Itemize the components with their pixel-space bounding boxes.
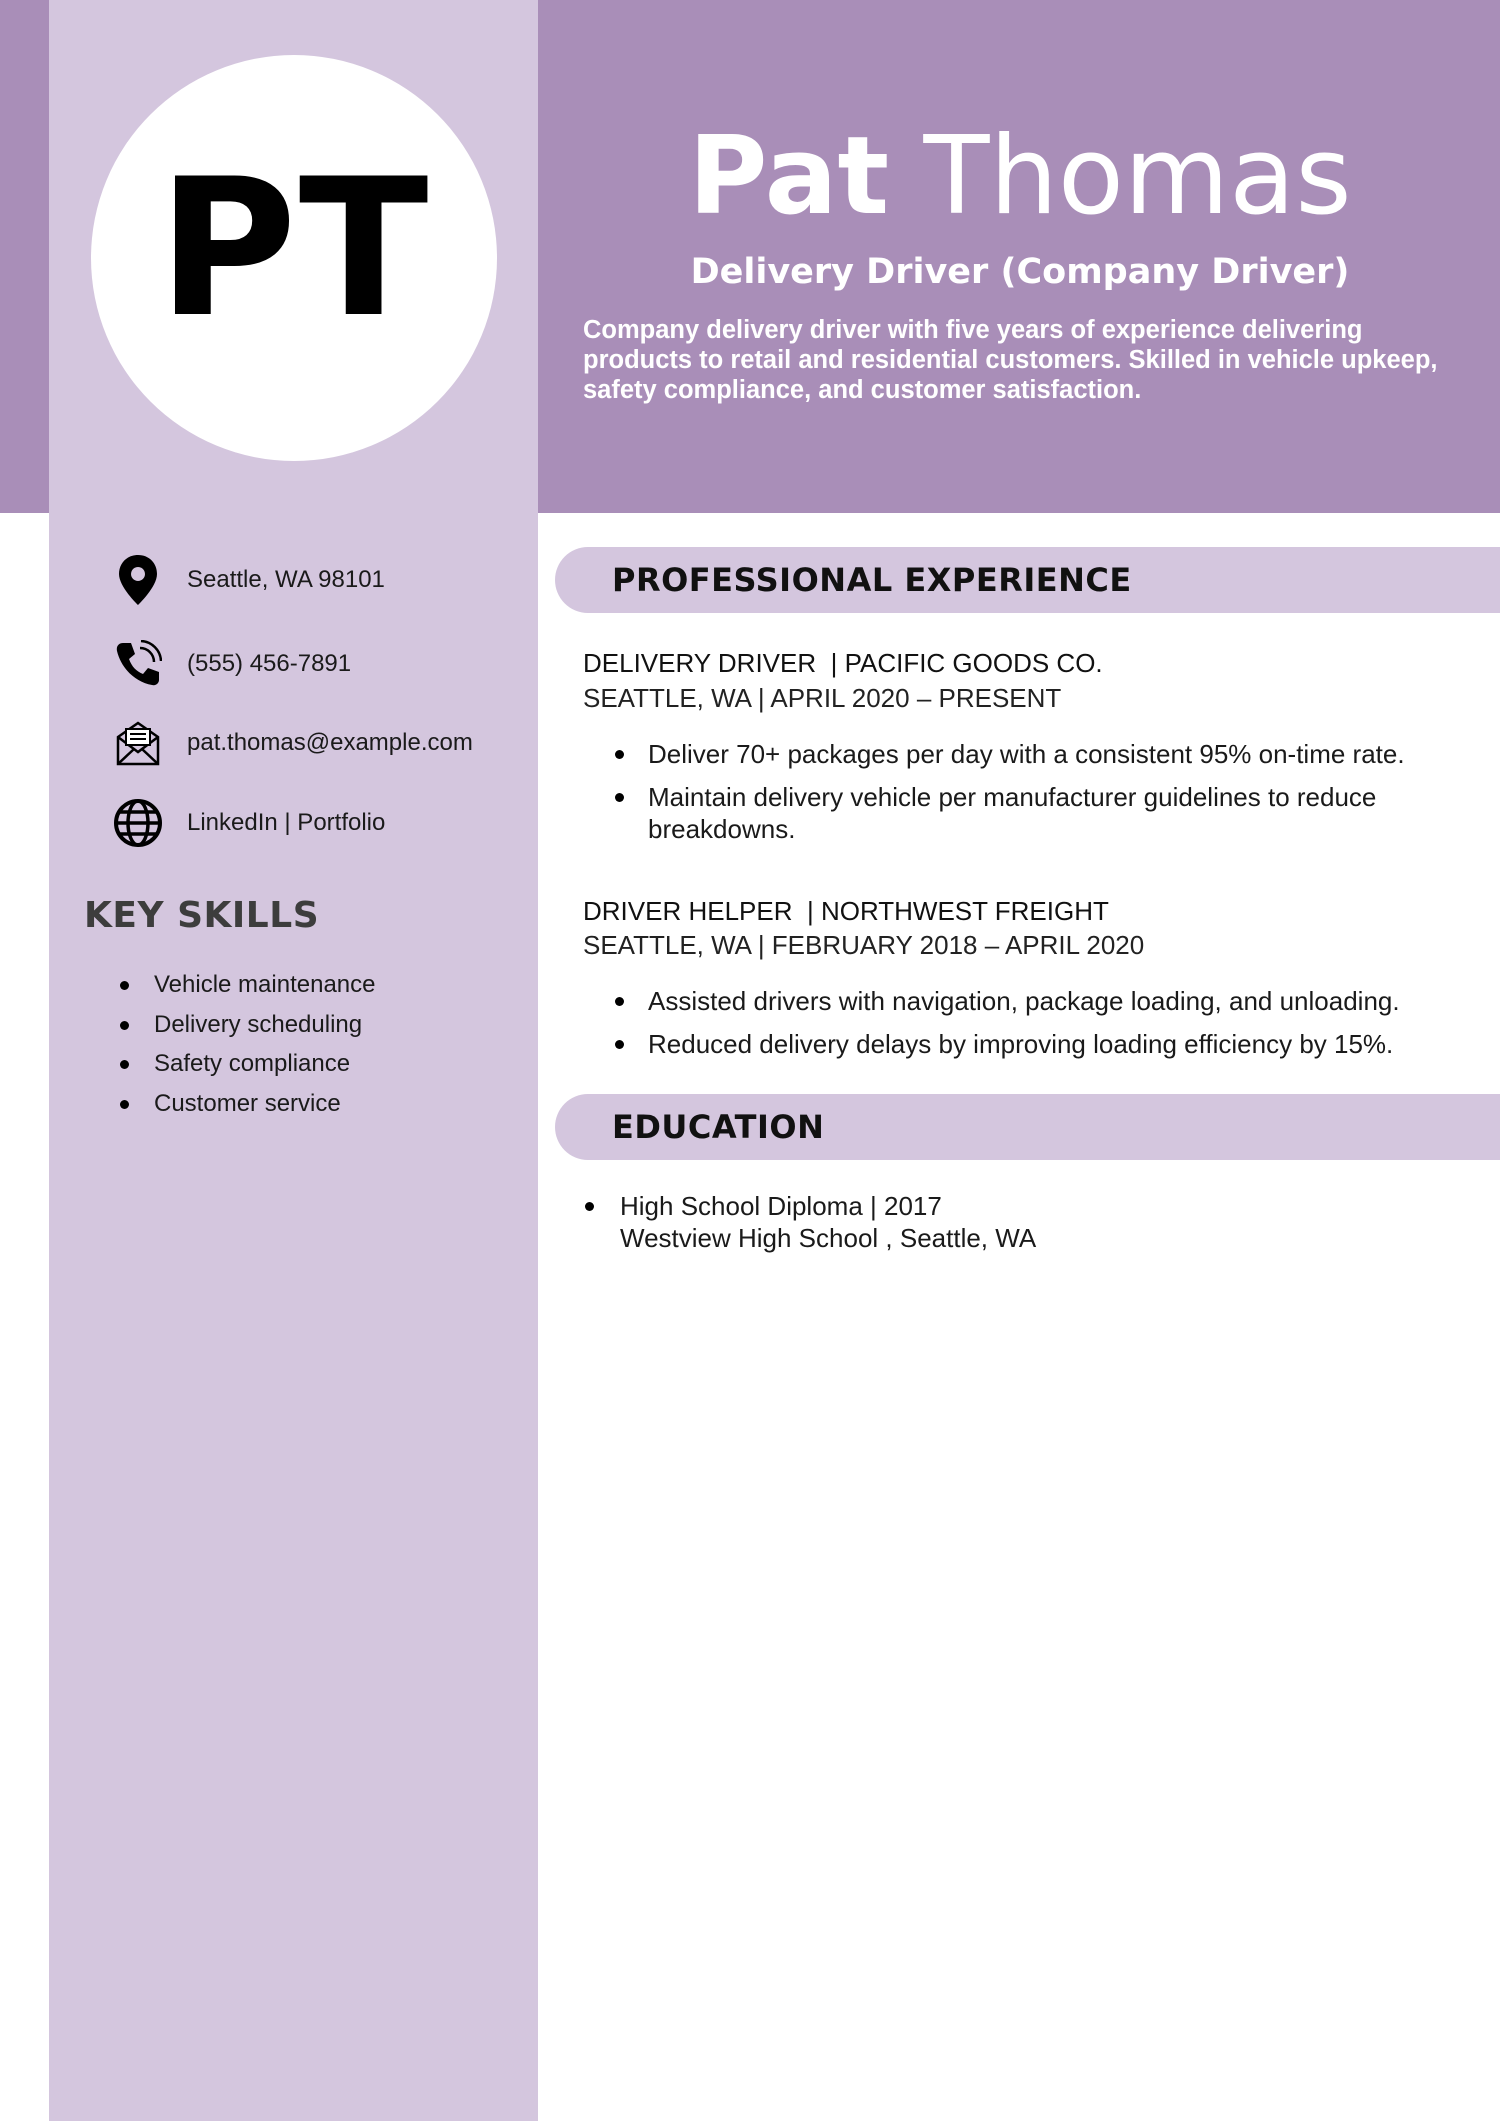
location-text: Seattle, WA 98101: [187, 566, 385, 593]
experience-heading: PROFESSIONAL EXPERIENCE: [612, 561, 1132, 599]
job-title-line: DRIVER HELPER | NORTHWEST FREIGHT: [583, 896, 1109, 926]
skills-list: [120, 970, 375, 1128]
contact-links: [112, 797, 532, 849]
skill-item: Delivery scheduling: [120, 1010, 375, 1050]
candidate-name: [540, 114, 1500, 239]
job-company: PACIFIC GOODS CO.: [844, 648, 1103, 678]
skill-item: Customer service: [120, 1089, 375, 1129]
education-degree: High School Diploma | 2017: [620, 1191, 942, 1221]
job-bullet: Deliver 70+ packages per day with a consistent 95% on-time rate.: [613, 738, 1473, 770]
job-meta: SEATTLE, WA | FEBRUARY 2018 – APRIL 2020: [583, 930, 1145, 960]
envelope-icon: [112, 717, 164, 769]
phone-text: (555) 456-7891: [187, 650, 352, 677]
globe-icon: [112, 797, 164, 849]
contact-phone: [112, 638, 532, 690]
location-pin-icon: [112, 554, 164, 606]
links-text: LinkedIn | Portfolio: [187, 809, 386, 836]
monogram-circle: [91, 55, 497, 461]
contact-email: [112, 717, 532, 769]
email-text: pat.thomas@example.com: [187, 729, 473, 756]
skill-item: Vehicle maintenance: [120, 970, 375, 1010]
job-company: NORTHWEST FREIGHT: [820, 896, 1109, 926]
skills-heading: KEY SKILLS: [84, 895, 320, 936]
monogram: PT: [157, 138, 431, 359]
skill-item: Safety compliance: [120, 1049, 375, 1089]
job-title-line: DELIVERY DRIVER | PACIFIC GOODS CO.: [583, 648, 1103, 678]
job-meta: SEATTLE, WA | APRIL 2020 – PRESENT: [583, 683, 1062, 713]
summary: Company delivery driver with five years of experience delivering products to retail and residential customers. Skilled in vehicle upkeep, safety compliance, and customer satisfaction.: [583, 316, 1438, 404]
education-school: Westview High School , Seattle, WA: [620, 1223, 1037, 1253]
job-title: Delivery Driver (Company Driver): [690, 252, 1350, 292]
job-bullets: [613, 985, 1473, 1071]
job-bullets: [613, 738, 1473, 856]
job-role: DRIVER HELPER: [583, 896, 793, 926]
last-name: Thomas: [923, 114, 1352, 239]
first-name: Pat: [688, 114, 890, 239]
education-item: [585, 1190, 1036, 1254]
job-role: DELIVERY DRIVER: [583, 648, 817, 678]
job-bullet: Assisted drivers with navigation, package loading, and unloading.: [613, 985, 1473, 1017]
job-bullet: Reduced delivery delays by improving loading efficiency by 15%.: [613, 1028, 1473, 1060]
bullet-dot: [585, 1202, 594, 1211]
education-heading: EDUCATION: [612, 1108, 825, 1146]
phone-icon: [112, 638, 164, 690]
job-bullet: Maintain delivery vehicle per manufacturer guidelines to reduce breakdowns.: [613, 781, 1473, 845]
contact-location: [112, 554, 532, 606]
